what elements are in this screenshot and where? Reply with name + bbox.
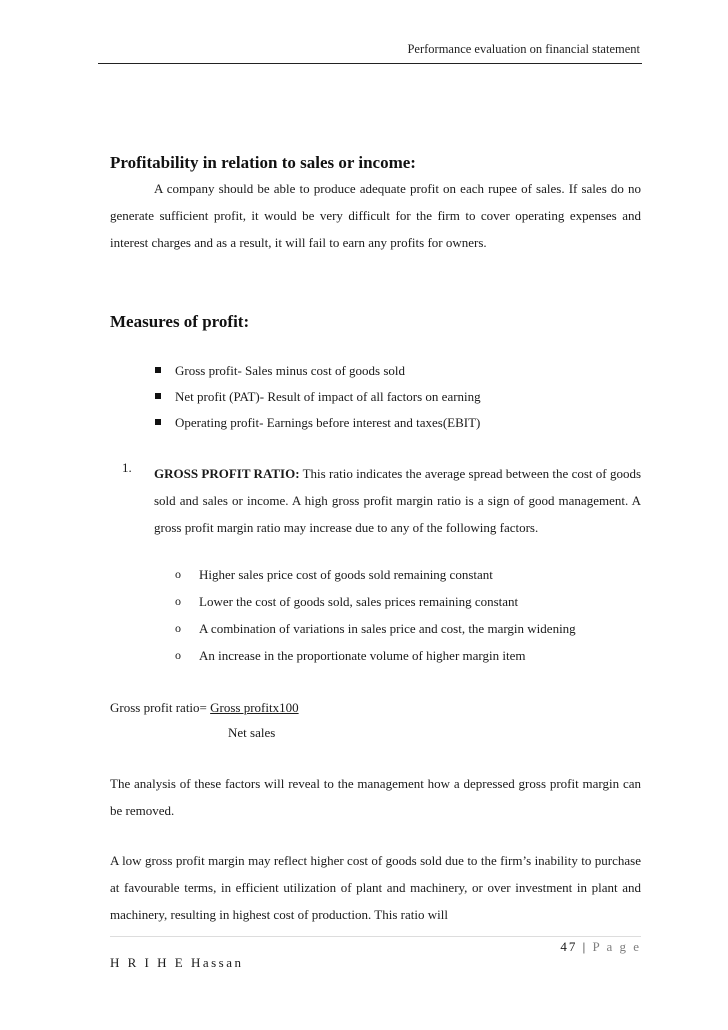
circle-bullet-icon: o	[175, 567, 181, 581]
formula-label: Gross profit ratio=	[110, 700, 211, 715]
formula-denominator: Net sales	[228, 725, 276, 740]
factors-list	[175, 561, 576, 669]
square-bullet-icon	[155, 367, 161, 373]
item-number: 1.	[122, 460, 132, 475]
circle-bullet-icon: o	[175, 621, 181, 635]
circle-bullet-icon: o	[175, 594, 181, 608]
list-item: Gross profit- Sales minus cost of goods sold	[153, 358, 481, 384]
page-number: 47 | P a g e	[560, 939, 641, 954]
list-item: Net profit (PAT)- Result of impact of all factors on earning	[153, 384, 481, 410]
measures-list	[153, 358, 481, 436]
gross-profit-formula	[110, 700, 299, 716]
circle-bullet-icon: o	[175, 648, 181, 662]
running-header: Performance evaluation on financial statement	[407, 42, 640, 56]
list-item: o An increase in the proportionate volume of higher margin item	[175, 642, 576, 669]
section-heading-measures: Measures of profit:	[110, 312, 250, 331]
analysis-paragraph: The analysis of these factors will reveal to the management how a depressed gross profit margin can be removed.	[110, 776, 641, 818]
section-heading-profitability: Profitability in relation to sales or income:	[110, 153, 416, 172]
list-item: o A combination of variations in sales price and cost, the margin widening	[175, 615, 576, 642]
gross-profit-ratio-title: GROSS PROFIT RATIO:	[154, 466, 300, 481]
footer-author: H R I H E Hassan	[110, 955, 244, 970]
formula-numerator: Gross profitx100	[210, 700, 299, 715]
gross-profit-ratio-text: GROSS PROFIT RATIO: This ratio indicates the average spread between the cost of goods sold and sales or income. A high gross profit margin ratio is a sign of good management. A gross profit margin ratio may increase due to any of the following factors.	[154, 466, 641, 535]
footer-rule	[110, 936, 641, 937]
low-margin-paragraph: A low gross profit margin may reflect higher cost of goods sold due to the firm’s inability to purchase at favourable terms, in efficient utilization of plant and machinery, or over investment in plant and machinery, resulting in highest cost of production. This ratio will	[110, 853, 641, 922]
list-item: o Higher sales price cost of goods sold remaining constant	[175, 561, 576, 588]
square-bullet-icon	[155, 393, 161, 399]
header-rule	[98, 63, 642, 64]
list-item: Operating profit- Earnings before interest and taxes(EBIT)	[153, 410, 481, 436]
list-item: o Lower the cost of goods sold, sales prices remaining constant	[175, 588, 576, 615]
profitability-paragraph: A company should be able to produce adequate profit on each rupee of sales. If sales do no generate sufficient profit, it would be very difficult for the firm to cover operating expenses and interest charges and as a result, it will fail to earn any profits for owners.	[110, 181, 641, 250]
square-bullet-icon	[155, 419, 161, 425]
